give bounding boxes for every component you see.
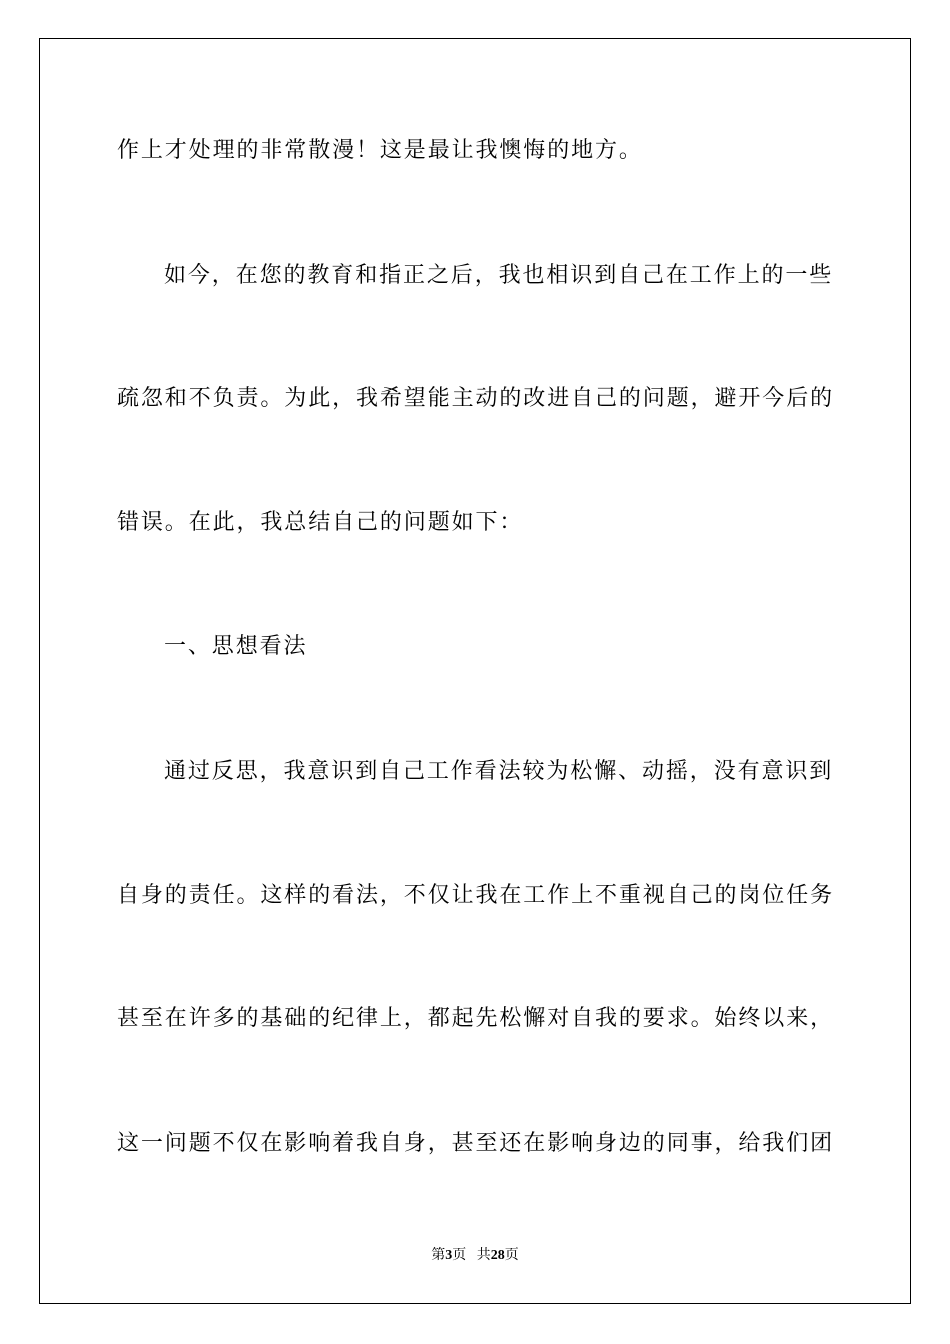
page-border — [39, 38, 911, 1304]
text-line-4: 错误。在此，我总结自己的问题如下： — [117, 510, 524, 535]
text-line-9: 这一问题不仅在影响着我自身，甚至还在影响身边的同事，给我们团 — [117, 1131, 835, 1156]
text-line-6: 通过反思，我意识到自己工作看法较为松懈、动摇，没有意识到 — [164, 759, 834, 784]
text-line-8: 甚至在许多的基础的纪律上，都起先松懈对自我的要求。始终以来， — [117, 1006, 835, 1031]
text-line-2: 如今，在您的教育和指正之后，我也相识到自己在工作上的一些 — [164, 263, 834, 288]
section-heading: 一、思想看法 — [164, 634, 308, 659]
footer-page-number: 3 — [445, 1248, 453, 1263]
footer-page-prefix: 第 — [431, 1248, 446, 1263]
footer-total-pages: 28 — [490, 1248, 505, 1263]
text-line-7: 自身的责任。这样的看法，不仅让我在工作上不重视自己的岗位任务 — [117, 883, 835, 908]
footer-page-suffix: 页 — [452, 1248, 467, 1263]
text-line-1: 作上才处理的非常散漫！这是最让我懊悔的地方。 — [117, 138, 643, 163]
text-line-3: 疏忽和不负责。为此，我希望能主动的改进自己的问题，避开今后的 — [117, 386, 835, 411]
footer-total-prefix: 共 — [476, 1248, 491, 1263]
footer-total-suffix: 页 — [504, 1248, 519, 1263]
page-footer — [0, 1246, 950, 1266]
